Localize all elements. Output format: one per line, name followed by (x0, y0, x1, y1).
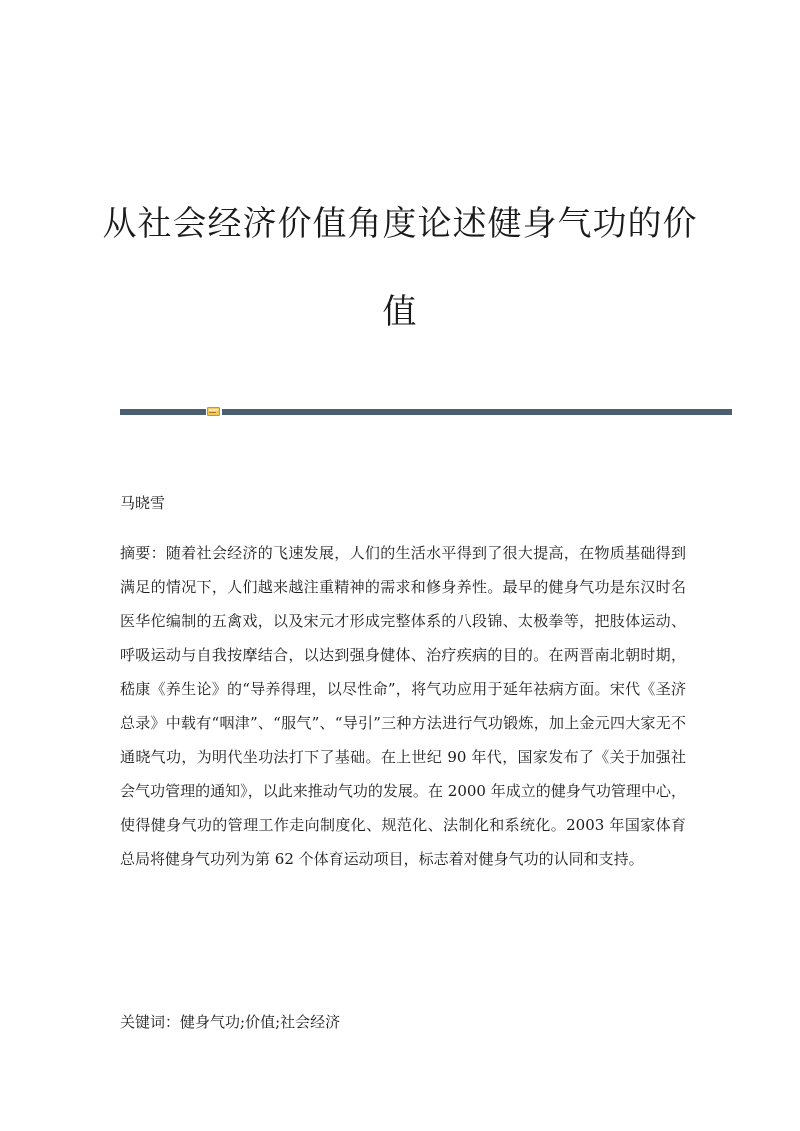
keywords-label: 关键词： (120, 1013, 181, 1031)
divider-bar-left (120, 409, 206, 415)
pencil-ornament-icon (207, 406, 220, 417)
keywords-text: 健身气功;价值;社会经济 (180, 1013, 341, 1031)
author-name: 马晓雪 (120, 494, 166, 512)
title-line-1: 从社会经济价值角度论述健身气功的价 (102, 204, 698, 244)
document-title (0, 180, 800, 356)
divider-bar-right (222, 409, 732, 415)
keywords-line (120, 1011, 340, 1033)
title-divider (120, 406, 732, 416)
abstract-paragraph (120, 536, 686, 876)
abstract-text: 随着社会经济的飞速发展，人们的生活水平得到了很大提高，在物质基础得到满足的情况下，人们越来越注重精神的需求和修身养性。最早的健身气功是东汉时名医华佗编制的五禽戏，以及宋元才形成完整体系的八段锦、太极拳等，把肢体运动、呼吸运动与自我按摩结合，以达到强身健体、治疗疾病的目的。在两晋南北朝时期，嵇康《养生论》的“导养得理，以尽性命”，将气功应用于延年祛病方面。宋代《圣济总录》中载有“咽津”、“服气”、“导引”三种方法进行气功锻炼，加上金元四大家无不通晓气功，为明代坐功法打下了基础。在上世纪 90 年代，国家发布了《关于加强社会气功管理的通知》，以此来推动气功的发展。在 2000 年成立的健身气功管理中心，使得健身气功的管理工作走向制度化、规范化、法制化和系统化。2003 年国家体育总局将健身气功列为第 62 个体育运动项目，标志着对健身气功的认同和支持。 (120, 544, 686, 868)
abstract-label: 摘要： (120, 544, 166, 562)
title-line-2: 值 (382, 292, 418, 332)
